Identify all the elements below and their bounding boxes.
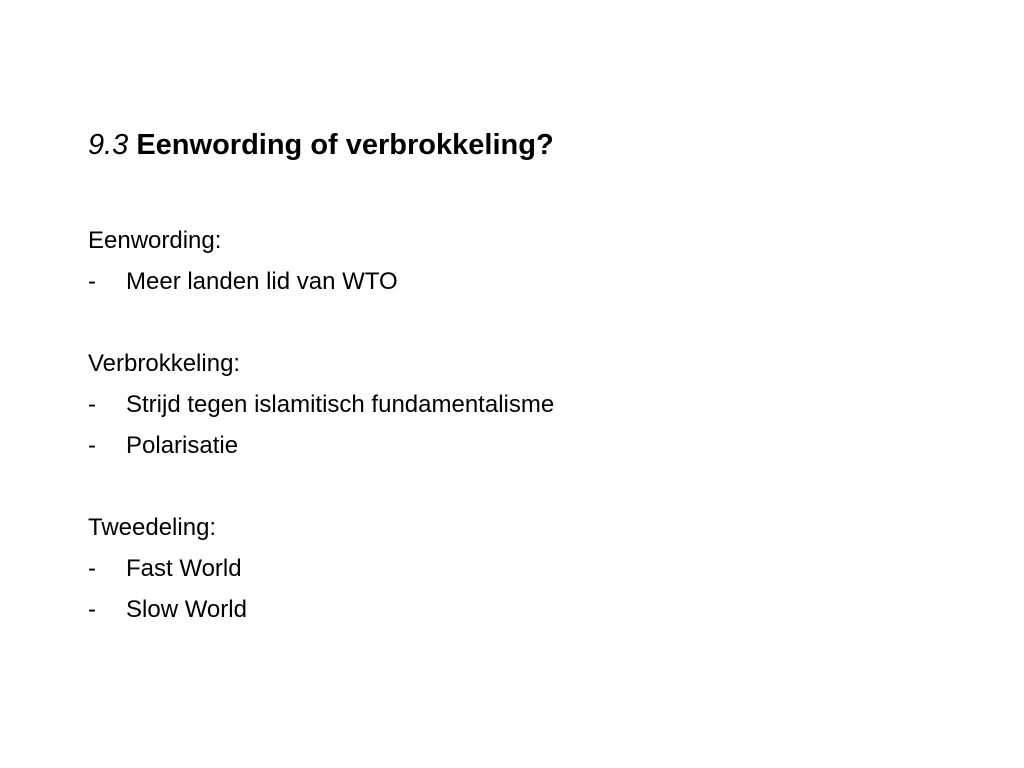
list-item [88, 425, 240, 466]
list-item-text: Strijd tegen islamitisch fundamentalisme [126, 391, 555, 418]
title-text: Eenwording of verbrokkeling? [136, 129, 554, 161]
slide-title [88, 124, 554, 166]
slide-body [88, 220, 555, 630]
section-tweedeling [88, 507, 247, 630]
section-heading: Tweedeling: [88, 514, 217, 541]
list-item [88, 384, 555, 425]
bullet-dash: - [88, 432, 96, 459]
bullet-dash: - [88, 391, 96, 418]
section-heading: Verbrokkeling: [88, 350, 241, 377]
list-item [88, 589, 247, 630]
bullet-dash: - [88, 596, 96, 623]
section-verbrokkeling [88, 343, 555, 466]
title-number: 9.3 [88, 129, 129, 161]
list-item-text: Fast World [126, 555, 242, 582]
list-item [88, 548, 240, 589]
section-eenwording [88, 220, 398, 302]
list-item-text: Meer landen lid van WTO [126, 268, 398, 295]
list-item-text: Slow World [126, 596, 247, 623]
section-heading: Eenwording: [88, 227, 222, 254]
bullet-dash: - [88, 555, 96, 582]
list-item-text: Polarisatie [126, 432, 239, 459]
bullet-dash: - [88, 268, 96, 295]
list-item [88, 261, 398, 302]
